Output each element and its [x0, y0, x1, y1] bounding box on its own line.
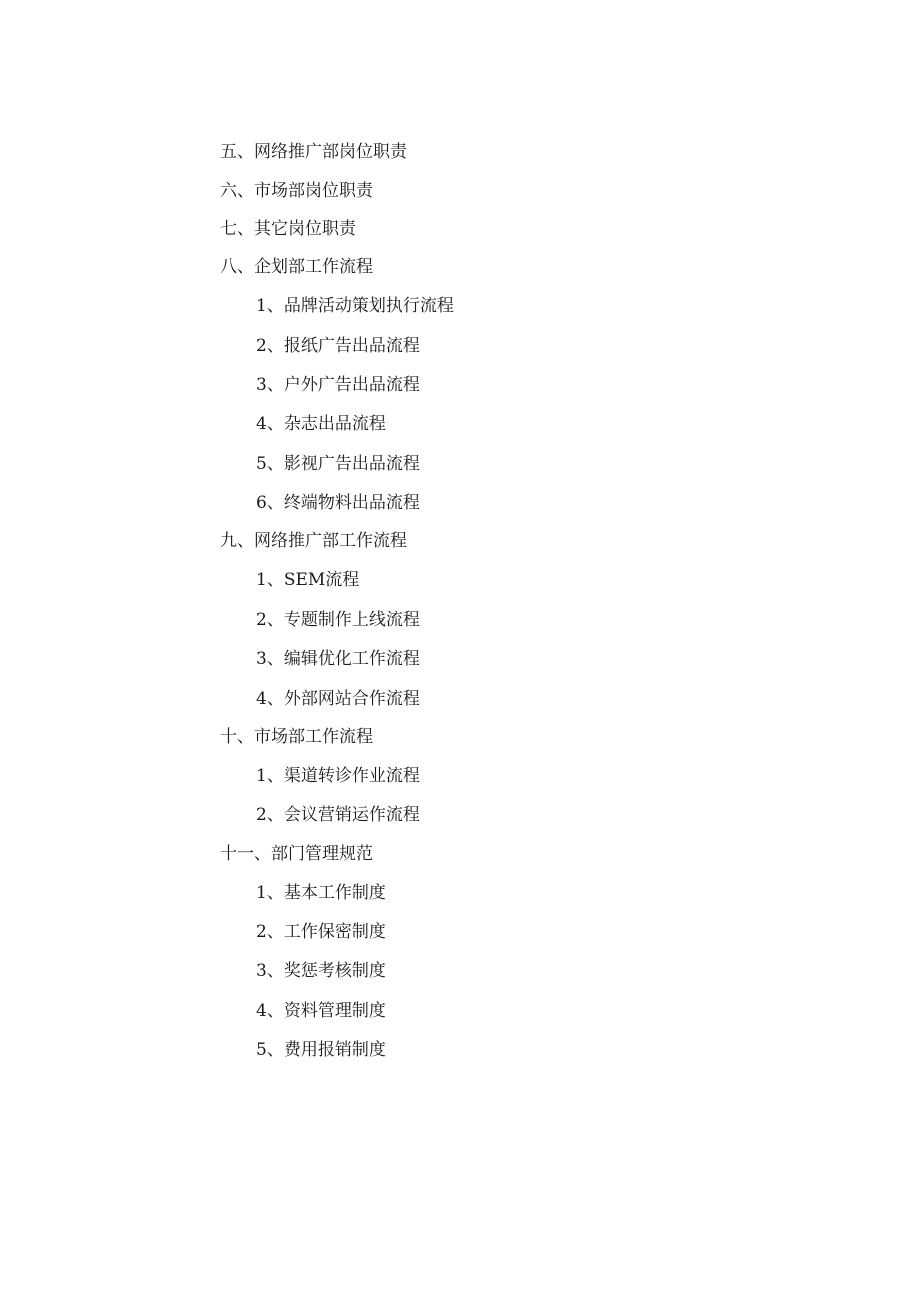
toc-subitem: 4、外部网站合作流程	[256, 689, 420, 709]
toc-subitem: 4、杂志出品流程	[256, 414, 386, 434]
toc-subitem: 1、品牌活动策划执行流程	[256, 296, 454, 316]
toc-subitem: 1、SEM流程	[256, 570, 360, 590]
toc-section-10: 十、市场部工作流程	[220, 727, 373, 747]
toc-subitem: 1、渠道转诊作业流程	[256, 766, 420, 786]
toc-subitem: 3、编辑优化工作流程	[256, 649, 420, 669]
toc-section-7: 七、其它岗位职责	[220, 219, 356, 239]
toc-subitem: 2、报纸广告出品流程	[256, 336, 420, 356]
toc-subitem: 2、会议营销运作流程	[256, 805, 420, 825]
toc-subitem: 3、户外广告出品流程	[256, 375, 420, 395]
toc-section-8: 八、企划部工作流程	[220, 257, 373, 277]
toc-subitem: 2、工作保密制度	[256, 922, 386, 942]
toc-subitem: 1、基本工作制度	[256, 883, 386, 903]
toc-subitem: 5、费用报销制度	[256, 1040, 386, 1060]
toc-subitem: 2、专题制作上线流程	[256, 610, 420, 630]
toc-section-5: 五、网络推广部岗位职责	[220, 142, 407, 162]
toc-subitem: 6、终端物料出品流程	[256, 493, 420, 513]
toc-section-11: 十一、部门管理规范	[220, 844, 373, 864]
toc-subitem: 5、影视广告出品流程	[256, 454, 420, 474]
toc-subitem: 3、奖惩考核制度	[256, 961, 386, 981]
toc-section-9: 九、网络推广部工作流程	[220, 531, 407, 551]
toc-section-6: 六、市场部岗位职责	[220, 181, 373, 201]
toc-subitem: 4、资料管理制度	[256, 1001, 386, 1021]
